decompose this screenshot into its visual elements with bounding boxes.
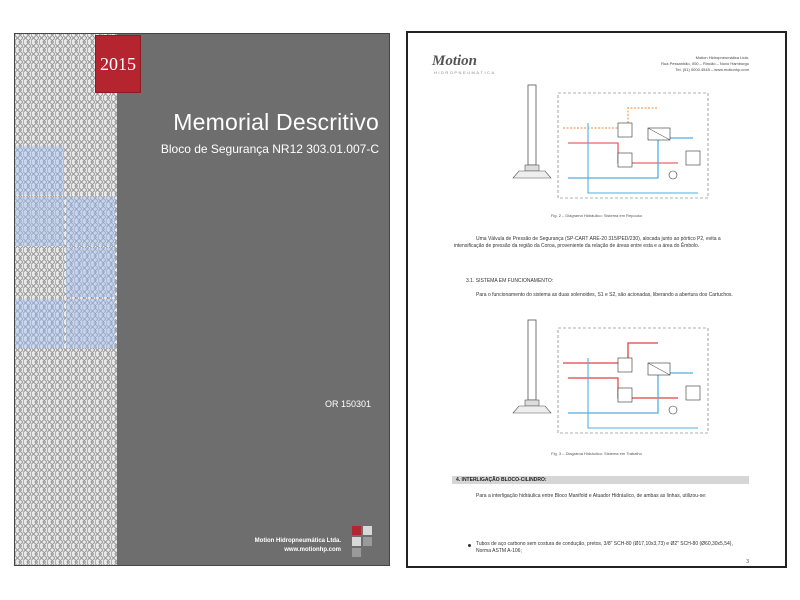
logo-square: [363, 537, 372, 546]
logo-square: [352, 526, 361, 535]
company-logo-sub: HIDROPNEUMÁTICA: [434, 70, 496, 75]
paragraph-1: Uma Válvula de Pressão de Segurança (SP-CART ARE-20 315/PED/230), alocada junto ao pórtico P2, evita a intensificação de pressão da região da Coroa, proveniente da relação de áreas entre esta e a área do Êmbolo.: [454, 236, 721, 249]
figure-3-caption: Fig. 3 – Diagrama Hidráulico: Sistema em Trabalho: [551, 451, 642, 456]
pattern-tile: [66, 248, 115, 297]
company-logo: Motion: [432, 53, 478, 69]
figure-2-caption: Fig. 2 – Diagrama Hidráulico: Sistema em Repouso: [550, 213, 643, 218]
header-contact: Tel. (51) 0000.4545 – www.motionhp.com: [675, 67, 749, 72]
hydraulic-diagram-work: [508, 318, 718, 443]
cover-page: [14, 33, 390, 566]
hydraulic-diagram-rest: [508, 83, 718, 208]
cover-title: Memorial Descritivo: [173, 109, 379, 135]
paragraph-3: Para a interligação hidráulica entre Bloco Manifold e Atuador Hidráulico, de ambas as linhas, utilizou-se:: [476, 493, 707, 499]
document-page: [406, 31, 787, 568]
section-3-1-heading: 3.1. SISTEMA EM FUNCIONAMENTO:: [466, 278, 554, 284]
order-number: OR 150301: [324, 399, 371, 409]
header-company: Motion Hidropneumática Ltda.: [695, 55, 749, 60]
pattern-tile: [66, 197, 115, 246]
header-address: Rua Pessanhão, 000 – Rincão – Novo Hamburgo: [661, 61, 749, 66]
pattern-tile: [15, 299, 64, 348]
cover-website: www.motionhp.com: [284, 547, 341, 553]
cover-year: 2015: [95, 35, 141, 93]
section-4-heading: 4. INTERLIGAÇÃO BLOCO-CILINDRO:: [452, 476, 749, 484]
logo-square: [352, 537, 361, 546]
pattern-tile: [66, 299, 115, 348]
logo-square: [363, 526, 372, 535]
page-number: 3: [746, 559, 749, 565]
paragraph-2: Para o funcionamento do sistema as duas solenoides, S1 e S2, são acionadas, liberando a abertura dos Cartuchos.: [476, 292, 733, 298]
pattern-tile: [15, 197, 64, 246]
cover-subtitle: Bloco de Segurança NR12 303.01.007-C: [160, 142, 379, 156]
bullet-item-1: Tubos de aço carbono sem costura de condução, pretos, 3/8" SCH-80 (Ø17,10x3,73) e Ø2" SCH-80 (Ø60,30x5,54), Norma ASTM A-106;: [476, 541, 733, 554]
bullet-dot: [468, 544, 471, 547]
logo-square: [352, 548, 361, 557]
cover-company: Motion Hidropneumática Ltda.: [254, 538, 341, 544]
pattern-tile: [15, 146, 64, 195]
